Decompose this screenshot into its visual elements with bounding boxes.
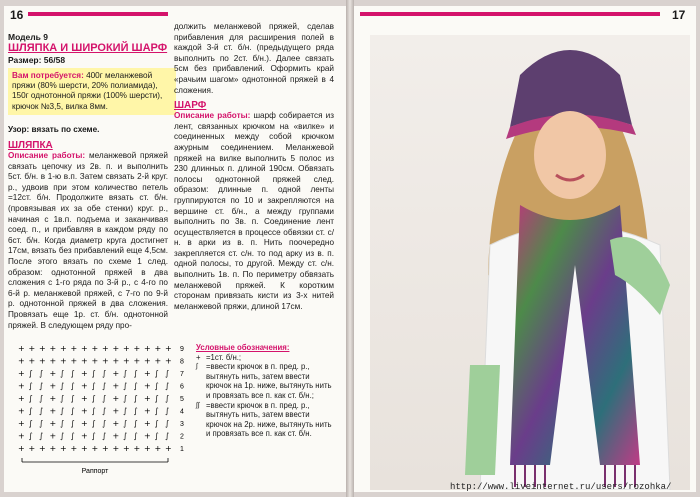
chart-stitch-symbol: + [18, 381, 25, 391]
chart-stitch-symbol: + [133, 344, 141, 353]
loop-1-symbol-icon: ∫ [196, 363, 198, 371]
chart-stitch-symbol: + [49, 406, 57, 416]
chart-stitch-symbol: + [39, 356, 46, 366]
chart-stitch-symbol: ∫ [133, 369, 138, 378]
chart-stitch-symbol: + [144, 369, 151, 378]
chart-row-number: 5 [180, 396, 184, 403]
chart-stitch-symbol: + [81, 394, 88, 403]
chart-stitch-symbol: + [49, 356, 57, 366]
right-header-bar [360, 12, 660, 16]
right-page-number: 17 [672, 8, 686, 22]
chart-stitch-symbol: + [81, 419, 88, 428]
chart-stitch-symbol: ∫ [60, 406, 65, 416]
loop-2-symbol-icon: ∫∫ [196, 401, 200, 409]
chart-stitch-symbol: + [144, 381, 151, 391]
chart-stitch-symbol: + [70, 356, 78, 366]
scarf-desc-text: шарф собирается из лент, связанных крючком на «вилке» и соединенных между собой крючком ажурным соединением. Меланжевой пряжей на вилке выполнить 5 полос из 230 длинных п. длиной 190см. Обвязать полосы однотонной пряжей след. образом: длинные п. одной ленты группируются по 10 и закрепляются на вершине ст. б/н., а между группами выполнить по 3в. п. Соединение лент осуществляется в процессе обвязки ст. с/н. в арки из в. п. Нить поочередно закрепляется ст. с/н. то под арку из в. п. одной полосы, то другой. Между ст. с/н. выполнить 1в. п. По периметру обвязать меланжевой пряжей. К коротким сторонам привязать кисти из 3-х нитей меланжевой пряжи, длиной 17см. [174, 111, 335, 311]
chart-stitch-symbol: ∫ [165, 394, 170, 403]
chart-stitch-symbol: ∫ [154, 394, 159, 403]
chart-stitch-symbol: + [49, 431, 57, 441]
chart-row-number: 3 [180, 421, 184, 428]
chart-stitch-symbol: + [18, 356, 25, 366]
hat-heading: ШЛЯПКА [8, 140, 53, 151]
legend-text-2: =ввести крючок в п. пред. р., вытянуть нить, затем ввести крючок на 1р. ниже, вытянуть нить и провязать все п. как ст. б/н.; [206, 362, 332, 400]
chart-stitch-symbol: + [144, 406, 151, 416]
chart-stitch-symbol: + [154, 344, 162, 353]
chart-stitch-symbol: ∫ [60, 431, 65, 441]
article-title: ШЛЯПКА И ШИРОКИЙ ШАРФ [8, 42, 168, 54]
chart-row-number: 7 [180, 371, 184, 378]
chart-stitch-symbol: + [81, 369, 88, 378]
chart-stitch-symbol: + [165, 444, 172, 453]
chart-stitch-symbol: ∫ [133, 419, 138, 428]
chart-stitch-symbol: ∫ [102, 369, 107, 378]
chart-stitch-symbol: + [39, 444, 46, 453]
legend-item-1 [196, 353, 336, 363]
chart-stitch-symbol: ∫ [102, 394, 107, 403]
chart-stitch-symbol: + [144, 419, 151, 428]
materials-label: Вам потребуется: [12, 71, 84, 80]
chart-stitch-symbol: + [18, 431, 25, 441]
chart-stitch-symbol: + [112, 381, 120, 391]
chart-stitch-symbol: + [112, 394, 120, 403]
chart-stitch-symbol: + [18, 419, 25, 428]
chart-stitch-symbol: + [91, 356, 99, 366]
chart-stitch-symbol: + [144, 394, 151, 403]
chart-stitch-symbol: + [81, 356, 88, 366]
watermark-url: http://www.liveinternet.ru/users/rozohka/ [450, 482, 672, 492]
chart-stitch-symbol: + [49, 394, 57, 403]
chart-stitch-symbol: + [102, 444, 109, 453]
chart-stitch-symbol: + [81, 444, 88, 453]
legend-item-3 [196, 401, 336, 439]
hat-desc-label: Описание работы: [8, 151, 86, 160]
chart-stitch-symbol: + [49, 369, 57, 378]
chart-stitch-symbol: + [60, 444, 67, 453]
materials-text: 400г меланжевой пряжи (80% шерсти, 20% полиамида), 150г однотонной пряжи (100% шерсти), крючок №3,5, вилка 8мм. [12, 71, 163, 111]
chart-stitch-symbol: + [133, 444, 141, 453]
chart-stitch-symbol: ∫ [91, 406, 96, 416]
chart-stitch-symbol: + [49, 344, 57, 353]
left-model-label: Модель 9 [8, 32, 48, 42]
left-header-bar [28, 12, 168, 16]
chart-stitch-symbol: + [123, 344, 130, 353]
chart-stitch-symbol: ∫ [133, 381, 138, 391]
chart-stitch-symbol: ∫ [39, 431, 44, 441]
chart-stitch-symbol: + [60, 356, 67, 366]
chart-stitch-symbol: ∫ [154, 369, 159, 378]
chart-row-number: 6 [180, 383, 184, 391]
chart-stitch-symbol: + [18, 369, 25, 378]
chart-stitch-symbol: ∫ [91, 394, 96, 403]
chart-stitch-symbol: ∫ [91, 419, 96, 428]
chart-stitch-symbol: + [112, 356, 120, 366]
chart-stitch-symbol: ∫ [91, 431, 96, 441]
chart-stitch-symbol: ∫ [165, 419, 170, 428]
chart-stitch-symbol: ∫ [28, 431, 33, 441]
right-column [174, 22, 334, 312]
chart-stitch-symbol: + [18, 444, 25, 453]
chart-stitch-symbol: ∫ [39, 406, 44, 416]
chart-stitch-symbol: ∫ [165, 431, 170, 441]
chart-stitch-symbol: ∫ [28, 419, 33, 428]
hat-desc-text: меланжевой пряжей связать цепочку из 2в. п. и выполнить 5ст. б/н. в 1-ю в.п. Затем связать 2-й круг. р., удвоив при этом количество петель =12ст. б/н. Продолжите вязать ст. б/н. (провязывая их за обе стенки) круг. р., начиная с 1в.п. подъема и заканчивая соед. п., и прибавляя в каждом ряду по 6ст. б/н. Когда диаметр круга достигнет 17см, вязать без прибавлений еще 4,5см. После этого вязать по схеме 1 след. образом: однотонной пряжей в два сложения с 1-го ряда по 3-й р., с 4-го по 6-й р. меланжевой пряжей, с 7-го по 9-й р. однотонной пряжей в два сложения. Провязать еще 1р. ст. б/н. однотонной пряжей. В следующем ряду про- [8, 151, 168, 330]
chart-stitch-symbol: + [70, 444, 78, 453]
legend-item-2 [196, 362, 336, 400]
chart-stitch-symbol: ∫ [39, 369, 44, 378]
hat-continued-text: должить меланжевой пряжей, сделав прибавления для расширения полей в каждой 3-й ст. б/н. (предыдущего ряда выполнить по 2ст. б/н.). Далее связать 5см без прибавлений. Оформить край «рачьим шагом» однотонной пряжей в 4 сложения. [174, 22, 334, 95]
legend [196, 343, 336, 439]
scarf-description [174, 111, 334, 312]
chart-stitch-symbol: ∫ [70, 381, 75, 391]
chart-stitch-symbol: ∫ [39, 394, 44, 403]
face [534, 111, 606, 199]
chart-stitch-symbol: + [133, 356, 141, 366]
chart-stitch-symbol: + [112, 344, 120, 353]
chart-stitch-symbol: ∫ [133, 394, 138, 403]
chart-stitch-symbol: ∫ [102, 381, 107, 391]
chart-stitch-symbol: ∫ [91, 369, 96, 378]
chart-stitch-symbol: + [81, 381, 88, 391]
chart-stitch-symbol: ∫ [60, 381, 65, 391]
size-label: Размер: 56/58 [8, 55, 66, 65]
chart-stitch-symbol: + [154, 356, 162, 366]
chart-stitch-symbol: ∫ [154, 381, 159, 391]
chart-stitch-symbol: + [112, 406, 120, 416]
scarf-desc-label: Описание работы: [174, 111, 251, 121]
chart-row-number: 1 [180, 446, 184, 453]
materials-box [8, 68, 176, 115]
chart-stitch-symbol: ∫ [123, 369, 128, 378]
chart-stitch-symbol: + [165, 344, 172, 353]
scarf-heading: ШАРФ [174, 100, 207, 112]
chart-stitch-symbol: + [70, 344, 78, 353]
pattern-label: Узор: вязать по схеме. [8, 125, 100, 134]
hat-section [8, 140, 168, 331]
chart-stitch-symbol: + [28, 344, 36, 353]
chart-stitch-symbol: ∫ [60, 419, 65, 428]
chart-stitch-symbol: ∫ [28, 406, 33, 416]
chart-stitch-symbol: + [60, 344, 67, 353]
chart-stitch-symbol: ∫ [133, 431, 138, 441]
chart-stitch-symbol: + [18, 394, 25, 403]
chart-stitch-symbol: + [81, 344, 88, 353]
chart-stitch-symbol: + [49, 381, 57, 391]
chart-stitch-symbol: + [91, 444, 99, 453]
model-photo [370, 35, 690, 490]
chart-stitch-symbol: + [165, 356, 172, 366]
chart-stitch-symbol: + [81, 431, 88, 441]
chart-stitch-symbol: + [144, 356, 151, 366]
chart-stitch-symbol: ∫ [102, 431, 107, 441]
chart-stitch-symbol: + [144, 431, 151, 441]
chart-stitch-symbol: ∫ [60, 369, 65, 378]
green-glove-left [465, 365, 500, 475]
chart-stitch-symbol: ∫ [123, 406, 128, 416]
chart-stitch-symbol: + [28, 356, 36, 366]
hat-description [8, 151, 168, 331]
stitch-chart [8, 338, 190, 478]
report-label: Раппорт [81, 468, 109, 475]
chart-stitch-symbol: + [102, 344, 109, 353]
chart-stitch-symbol: + [112, 444, 120, 453]
chart-stitch-symbol: + [39, 344, 46, 353]
chart-stitch-symbol: ∫ [154, 406, 159, 416]
chart-stitch-symbol: + [18, 406, 25, 416]
chart-stitch-symbol: ∫ [123, 419, 128, 428]
chart-stitch-symbol: + [102, 356, 109, 366]
chart-stitch-symbol: + [81, 406, 88, 416]
chart-row-number: 9 [180, 346, 184, 353]
chart-stitch-symbol: ∫ [123, 394, 128, 403]
plus-symbol-icon: + [196, 352, 201, 362]
chart-stitch-symbol: + [28, 444, 36, 453]
chart-stitch-symbol: ∫ [28, 381, 33, 391]
chart-stitch-symbol: + [49, 444, 57, 453]
book-gutter [346, 0, 354, 497]
chart-stitch-symbol: ∫ [154, 431, 159, 441]
chart-stitch-symbol: ∫ [39, 419, 44, 428]
chart-row-number: 8 [180, 358, 184, 366]
chart-stitch-symbol: ∫ [154, 419, 159, 428]
chart-stitch-symbol: ∫ [39, 381, 44, 391]
legend-text-3: =ввести крючок в п. пред. р., вытянуть нить, затем ввести крючок на 2р. ниже, вытянуть нить и провязать все п. как ст. б/н. [206, 400, 332, 439]
chart-stitch-symbol: ∫ [70, 369, 75, 378]
chart-stitch-symbol: ∫ [70, 394, 75, 403]
chart-stitch-symbol: + [112, 431, 120, 441]
chart-stitch-symbol: ∫ [165, 381, 170, 391]
chart-stitch-symbol: + [49, 419, 57, 428]
legend-text-1: =1ст. б/н.; [206, 352, 242, 362]
chart-stitch-symbol: + [18, 344, 25, 353]
legend-title: Условные обозначения: [196, 343, 290, 352]
chart-stitch-symbol: ∫ [70, 406, 75, 416]
chart-stitch-symbol: ∫ [70, 419, 75, 428]
chart-stitch-symbol: + [123, 444, 130, 453]
left-page-number: 16 [10, 8, 24, 22]
chart-stitch-symbol: ∫ [60, 394, 65, 403]
chart-stitch-symbol: + [112, 419, 120, 428]
chart-stitch-symbol: ∫ [70, 431, 75, 441]
chart-stitch-symbol: + [123, 356, 130, 366]
chart-stitch-symbol: + [144, 344, 151, 353]
chart-stitch-symbol: + [154, 444, 162, 453]
chart-stitch-symbol: ∫ [28, 394, 33, 403]
chart-stitch-symbol: ∫ [28, 369, 33, 378]
chart-stitch-symbol: ∫ [123, 431, 128, 441]
chart-stitch-symbol: + [91, 344, 99, 353]
chart-stitch-symbol: + [144, 444, 151, 453]
chart-stitch-symbol: ∫ [165, 369, 170, 378]
chart-stitch-symbol: ∫ [123, 381, 128, 391]
chart-row-number: 2 [180, 433, 184, 441]
chart-stitch-symbol: ∫ [133, 406, 138, 416]
chart-stitch-symbol: + [112, 369, 120, 378]
chart-stitch-symbol: ∫ [91, 381, 96, 391]
chart-stitch-symbol: ∫ [102, 419, 107, 428]
chart-stitch-symbol: ∫ [165, 406, 170, 416]
chart-stitch-symbol: ∫ [102, 406, 107, 416]
chart-row-number: 4 [180, 408, 184, 416]
